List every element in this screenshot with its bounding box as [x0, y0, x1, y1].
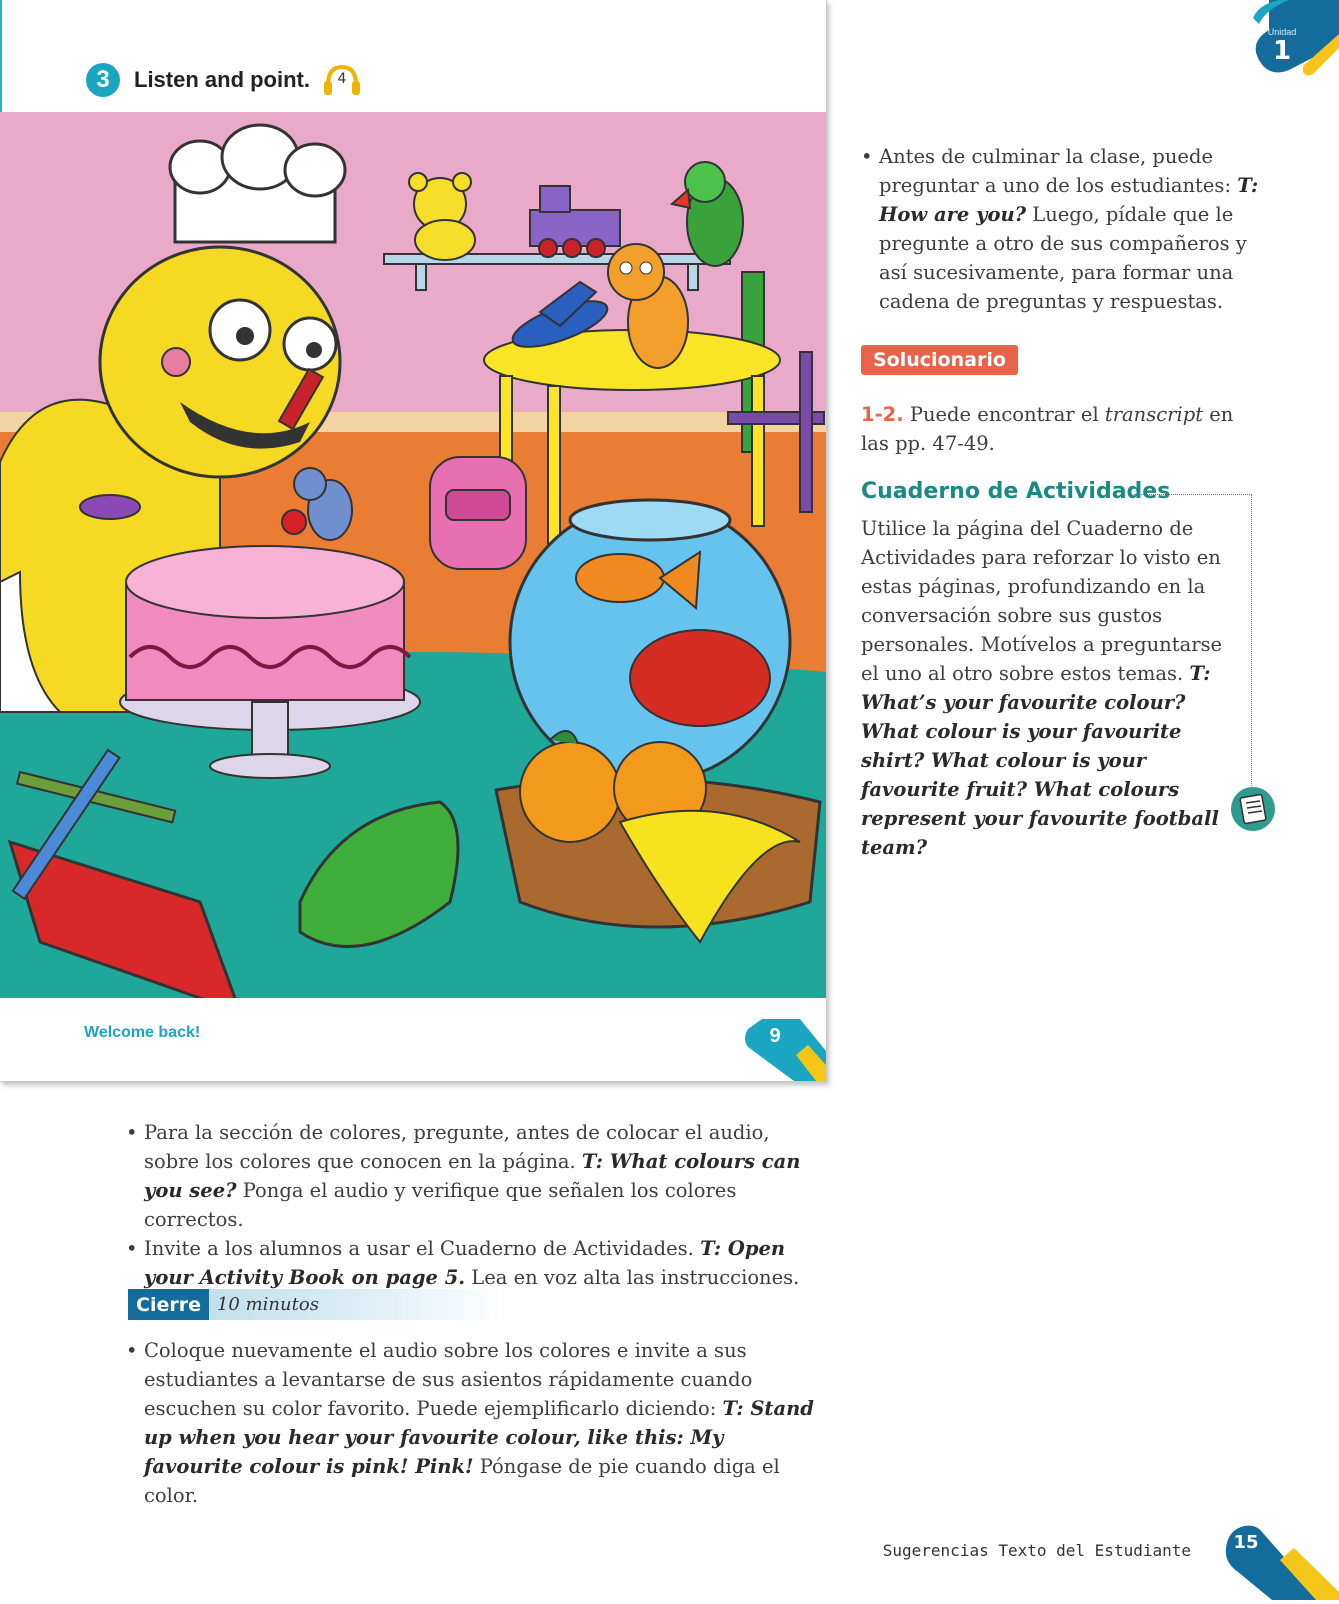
classroom-illustration [0, 112, 826, 998]
running-footer-title: Sugerencias Texto del Estudiante [882, 1541, 1191, 1560]
teacher-prompt: T: How are you? [879, 174, 1259, 226]
cierre-duration: 10 minutos [216, 1294, 319, 1315]
student-page-number-badge [742, 1015, 826, 1081]
page-number: 15 [1233, 1532, 1259, 1553]
cierre-section-header [128, 1289, 508, 1320]
colours-notes [126, 1118, 826, 1292]
teacher-prompt: T: What colours can you see? [144, 1150, 801, 1202]
activity-title: Listen and point. [134, 67, 310, 92]
solucionario-ref: 1-2. [861, 403, 904, 426]
page-edge-accent [0, 0, 2, 112]
headphones-icon [322, 63, 362, 97]
cuaderno-title: Cuaderno de Actividades [861, 479, 1171, 504]
list-item: • Invite a los alumnos a usar el Cuaderno de Actividades. T: Open your Activity Book on page 5. Lea en voz alta las instrucciones. [126, 1234, 826, 1292]
cierre-tag: Cierre [128, 1289, 209, 1320]
unit-number: 1 [1272, 36, 1292, 66]
list-item: • Coloque nuevamente el audio sobre los colores e invite a sus estudiantes a levantarse de sus asientos rápidamente cuando escuchen su color favorito. Puede ejemplificarlo diciendo: T: Stand up when you hear your favourite colour, like this: My favourite colour is pink! Pink! Póngase de pie cuando diga el color. [126, 1336, 826, 1510]
teacher-prompt: T: Open your Activity Book on page 5. [144, 1237, 786, 1289]
solucionario-tag: Solucionario [861, 345, 1018, 375]
solucionario-text: 1-2. Puede encontrar el transcript en las pp. 47-49. [861, 403, 1234, 455]
audio-track-number: 4 [337, 71, 347, 87]
red-fish [630, 630, 770, 726]
student-page-footer-label: Welcome back! [84, 1024, 201, 1041]
student-book-page [0, 0, 827, 1082]
cierre-notes [126, 1336, 826, 1510]
cuaderno-text: Utilice la página del Cuaderno de Actividades para reforzar lo visto en estas páginas, profundizando en la conversación sobre sus gustos personales. Motívelos a preguntarse el uno al otro sobre estos temas. T: What’s your favourite colour? What colour is your favourite shirt? What colour is your favourite fruit? What colours represent your favourite football team? [861, 517, 1223, 859]
divider [1134, 494, 1252, 495]
unit-badge [1229, 0, 1339, 90]
activity-number: 3 [86, 63, 120, 97]
list-item: • Para la sección de colores, pregunte, antes de colocar el audio, sobre los colores que conocen en la página. T: What colours can you see? Ponga el audio y verifique que señalen los colores correctos. [126, 1118, 826, 1234]
closing-question-note [861, 142, 1261, 316]
teacher-prompt: T: Stand up when you hear your favourite colour, like this: My favourite colour is pink! Pink! [144, 1397, 814, 1478]
page-number-badge [1222, 1522, 1339, 1600]
activity-header [86, 62, 362, 98]
teacher-prompt: T: What’s your favourite colour? What colour is your favourite shirt? What colour is your favourite fruit? What colours represent your favourite football team? [861, 662, 1219, 859]
backpack [430, 457, 526, 569]
divider [1251, 494, 1252, 788]
notebook-icon [1230, 786, 1276, 832]
student-page-number: 9 [769, 1025, 781, 1047]
list-item: • Antes de culminar la clase, puede preguntar a uno de los estudiantes: T: How are you? Luego, pídale que le pregunte a otro de sus compañeros y así sucesivamente, para formar una cadena de preguntas y respuestas. [861, 142, 1261, 316]
unit-label: Unidad [1267, 27, 1297, 37]
